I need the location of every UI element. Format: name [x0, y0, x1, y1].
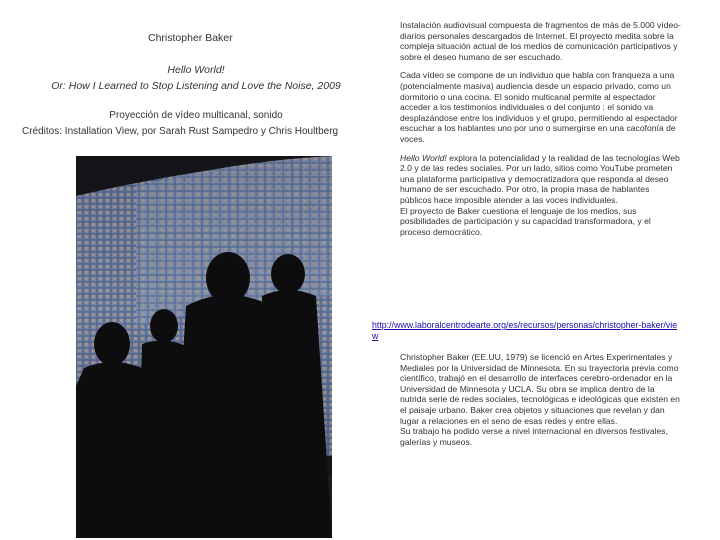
author-name: Christopher Baker: [148, 32, 233, 44]
credits-text: Créditos: Installation View, por Sarah Rust Sampedro y Chris Houltberg: [22, 126, 339, 137]
description-paragraph-1: Instalación audiovisual compuesta de fragmentos de más de 5.000 vídeo-diarios personales descargados de Internet. El proyecto medita sobre la compleja situación actual de los medios de comunicación participativos y sobre el deseo humano de ser escuchado.: [400, 20, 681, 62]
reference-link[interactable]: http://www.laboralcentrodearte.org/es/recursos/personas/christopher-baker/view: [372, 320, 678, 341]
description-paragraph-2: Cada vídeo se compone de un individuo que habla con franqueza a una (potencialmente masiva) audiencia desde un espacio privado, como un dormitorio o una cocina. El sonido multicanal permite al espectador acceder a los testimonios individuales o del conjunto : el sonido va desplazándose entre los individuos y el grupo, permitiendo al espectador escuchar a los hablantes uno por uno o sumergirse en una cacofonía de voces.: [400, 70, 678, 144]
bio-paragraph-2: Su trabajo ha podido verse a nivel internacional en diversos festivales, galerías y museos.: [400, 426, 668, 447]
bio-paragraph-1: Christopher Baker (EE.UU, 1979) se licenció en Artes Experimentales y Mediales por la Universidad de Minnesota. En su trayectoria previa como científico, trabajó en el desarrollo de interfaces cerebro-ordenador en la Universidad de Minnesota y UCLA. Su obra se implica dentro de la nutrida serie de redes sociales, tecnológicas e ideológicas que existen en el paisaje urbano. Baker crea objetos y situaciones que revelan y dan lugar a relaciones en el seno de esas redes y entre ellas.: [400, 352, 680, 426]
work-title-line2: Or: How I Learned to Stop Listening and Love the Noise, 2009: [51, 80, 341, 92]
description-paragraph-3: [400, 153, 682, 238]
reference-link-block: [372, 320, 682, 342]
bio-block: [400, 352, 682, 447]
medium-text: Proyección de vídeo multicanal, sonido: [109, 110, 283, 121]
description-paragraph-4: El proyecto de Baker cuestiona el lenguaje de los medios, sus posibilidades de participación y su capacidad transformadora, y el proceso democrático.: [400, 205, 651, 237]
installation-photo: [76, 156, 332, 538]
description-paragraph-3-text: explora la potencialidad y la realidad de las tecnologías Web 2.0 y de las redes sociales. Por un lado, sitios como YouTube prometen una plataforma participativa y democratizadora que responda al deseo humano de ser escuchado. Por otro, la propia masa de hablantes públicos hace imposible atender a las voces individuales.: [400, 152, 680, 205]
description-column: [400, 20, 682, 245]
work-title-inline: Hello World!: [400, 152, 447, 163]
video-wall-image: [76, 156, 332, 538]
work-title-line1: Hello World!: [167, 64, 225, 76]
